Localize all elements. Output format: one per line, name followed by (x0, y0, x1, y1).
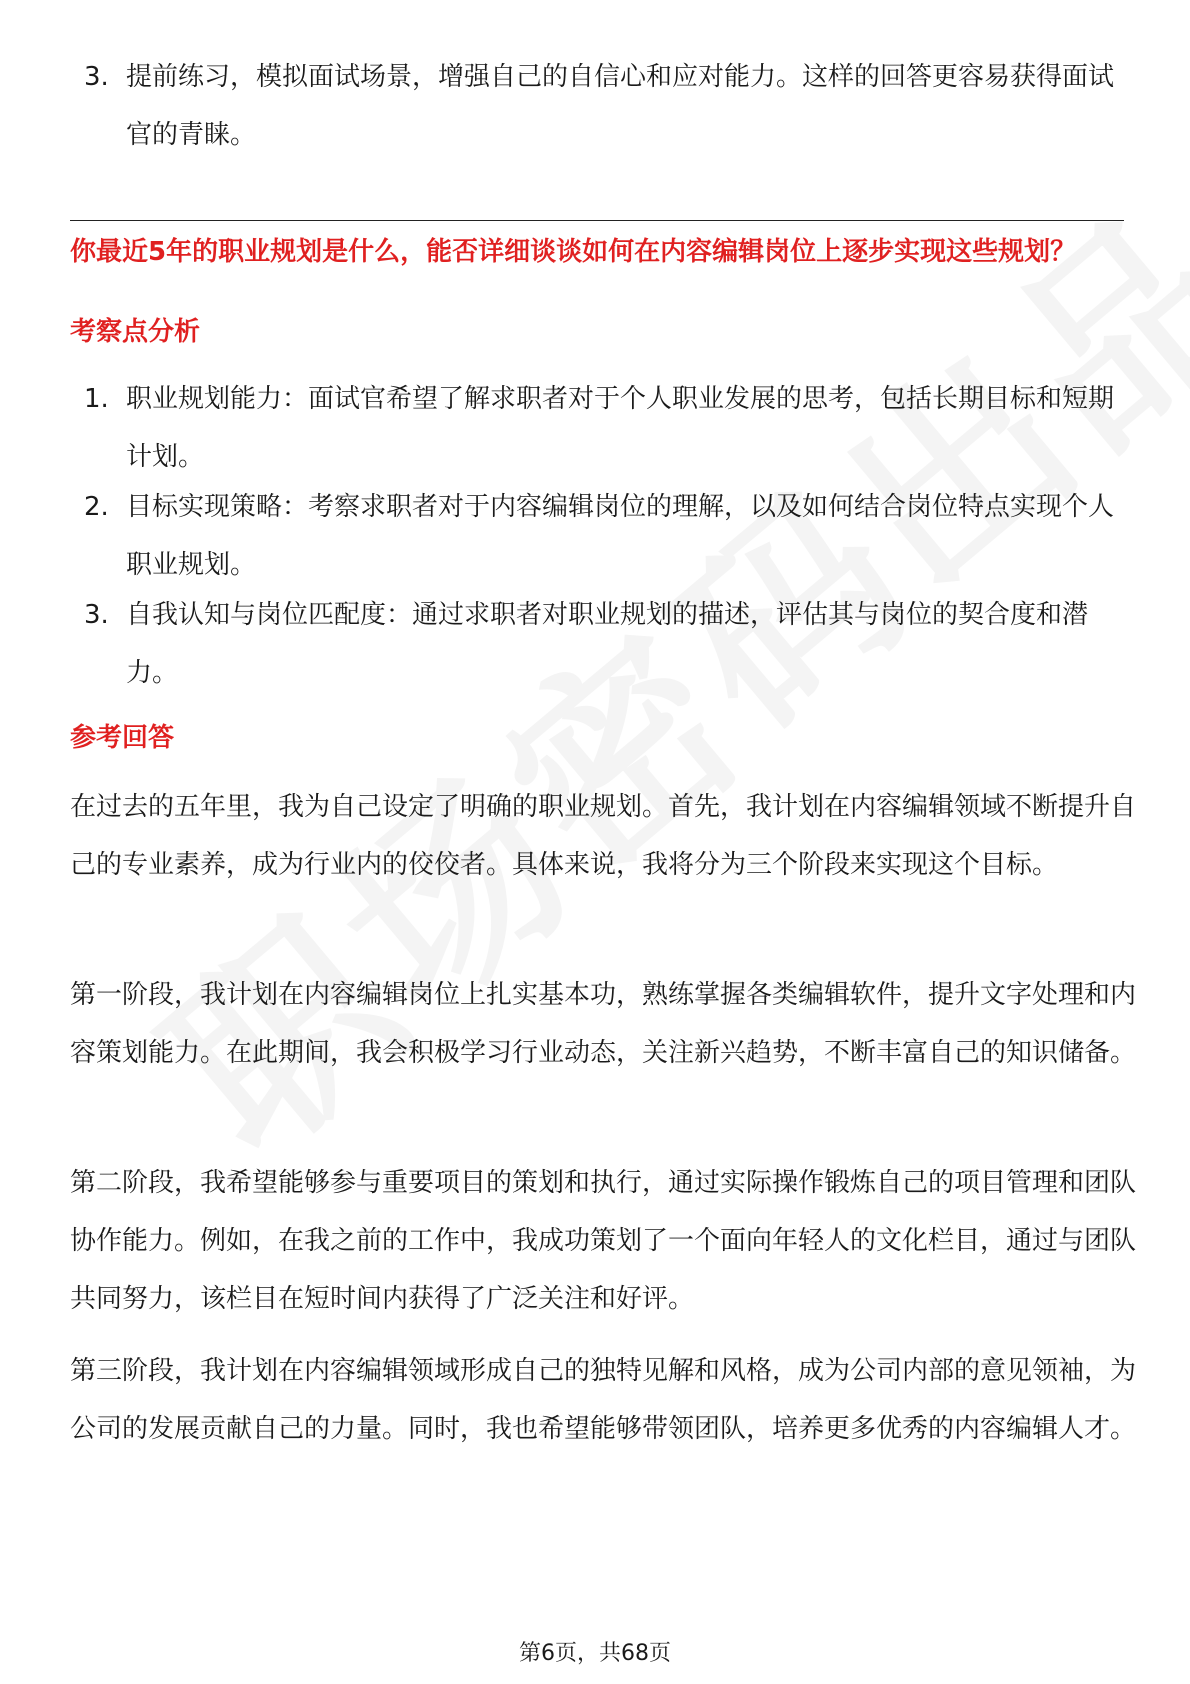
list-item-number: 3. (84, 62, 109, 92)
list-item-text: 职业规划能力：面试官希望了解求职者对于个人职业发展的思考，包括长期目标和短期计划。 (126, 384, 1115, 472)
list-item-text: 提前练习，模拟面试场景，增强自己的自信心和应对能力。这样的回答更容易获得面试官的青睐。 (126, 62, 1115, 150)
answer-title: 参考回答 (70, 723, 175, 753)
answer-paragraph-2: 第一阶段，我计划在内容编辑岗位上扎实基本功，熟练掌握各类编辑软件，提升文字处理和内容策划能力。在此期间，我会积极学习行业动态，关注新兴趋势，不断丰富自己的知识储备。 (70, 980, 1137, 1068)
list-item-number: 3. (84, 600, 109, 630)
answer-paragraph-3: 第二阶段，我希望能够参与重要项目的策划和执行，通过实际操作锻炼自己的项目管理和团队协作能力。例如，在我之前的工作中，我成功策划了一个面向年轻人的文化栏目，通过与团队共同努力，该栏目在短时间内获得了广泛关注和好评。 (70, 1168, 1137, 1314)
list-item-number: 1. (84, 384, 109, 414)
list-item-text: 目标实现策略：考察求职者对于内容编辑岗位的理解，以及如何结合岗位特点实现个人职业规划。 (126, 492, 1115, 580)
divider (70, 220, 1124, 221)
question-heading: 你最近5年的职业规划是什么，能否详细谈谈如何在内容编辑岗位上逐步实现这些规划？ (70, 237, 1077, 267)
analysis-item-2 (84, 478, 1124, 594)
analysis-item-1 (84, 370, 1124, 486)
analysis-title: 考察点分析 (70, 317, 201, 347)
answer-paragraph-1: 在过去的五年里，我为自己设定了明确的职业规划。首先，我计划在内容编辑领域不断提升自己的专业素养，成为行业内的佼佼者。具体来说，我将分为三个阶段来实现这个目标。 (70, 792, 1137, 880)
list-item-text: 自我认知与岗位匹配度：通过求职者对职业规划的描述，评估其与岗位的契合度和潜力。 (126, 600, 1089, 688)
list-item-number: 2. (84, 492, 109, 522)
answer-paragraph-4: 第三阶段，我计划在内容编辑领域形成自己的独特见解和风格，成为公司内部的意见领袖，为公司的发展贡献自己的力量。同时，我也希望能够带领团队，培养更多优秀的内容编辑人才。 (70, 1356, 1137, 1444)
analysis-item-3 (84, 586, 1124, 702)
list-item (84, 48, 1124, 164)
page-number: 第6页，共68页 (519, 1641, 671, 1666)
